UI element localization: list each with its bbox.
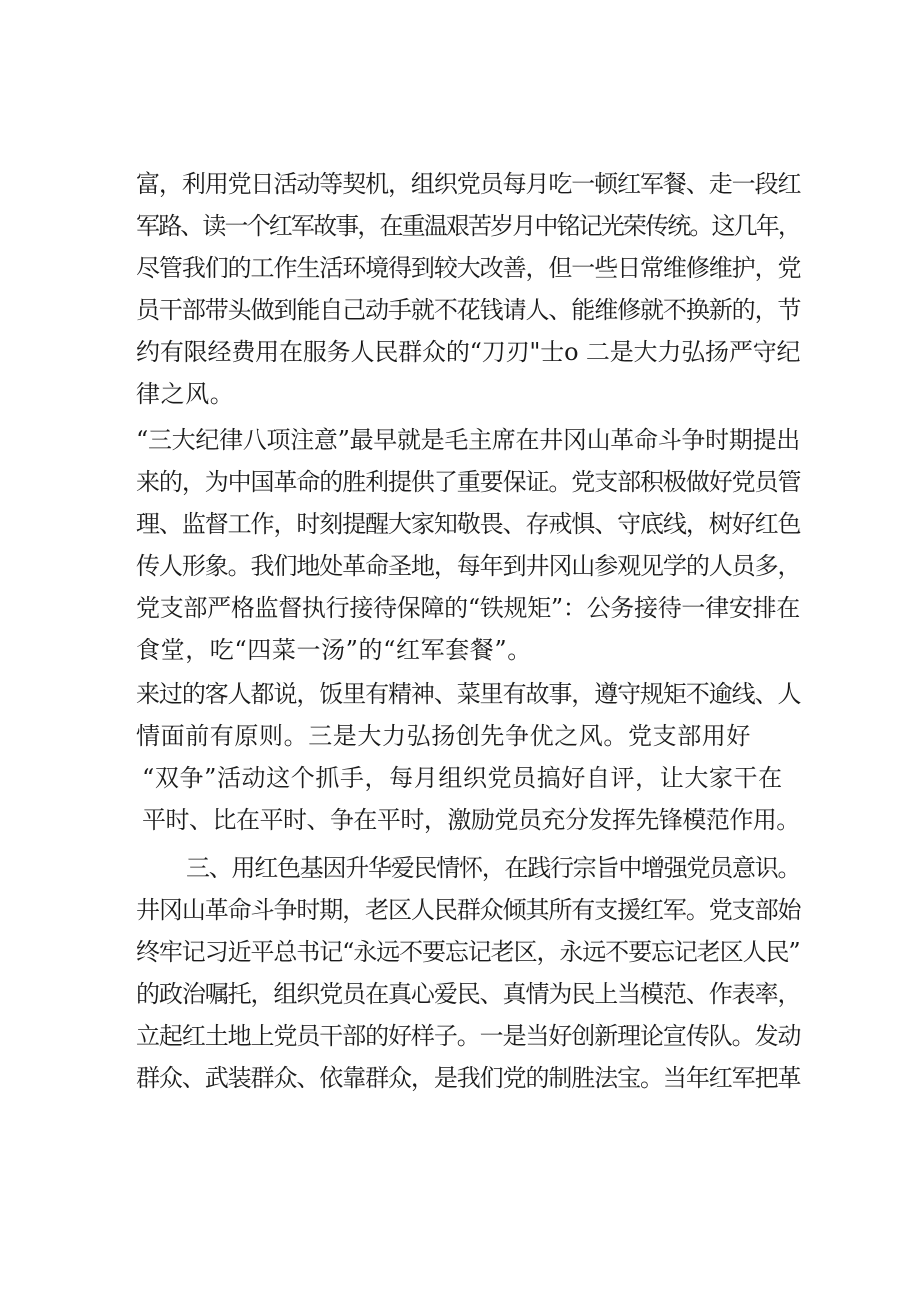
text-line: 传人形象。我们地处革命圣地，每年到井冈山参观见学的人员多， [136, 552, 801, 580]
text-line: 终牢记习近平总书记“永远不要忘记老区，永远不要忘记老区人民” [136, 938, 800, 966]
text-line: 来的，为中国革命的胜利提供了重要保证。党支部积极做好党员管 [136, 468, 801, 496]
text-line: 理、监督工作，时刻提醒大家知敬畏、存戒惧、守底线，树好红色 [136, 510, 801, 538]
text-line: 党支部严格监督执行接待保障的“铁规矩”：公务接待一律安排在 [136, 594, 800, 622]
text-line: 律之风。 [136, 380, 235, 408]
text-line: 立起红土地上党员干部的好样子。一是当好创新理论宣传队。发动 [136, 1022, 801, 1050]
text-line: 员干部带头做到能自己动手就不花钱请人、能维修就不换新的，节 [136, 296, 801, 324]
text-line: 约有限经费用在服务人民群众的“刀刃"士o 二是大力弘扬严守纪 [136, 338, 801, 366]
text-line: 富，利用党日活动等契机，组织党员每月吃一顿红军餐、走一段红 [136, 170, 801, 198]
text-line: 来过的客人都说，饭里有精神、菜里有故事，遵守规矩不逾线、人 [136, 680, 801, 708]
text-line: 的政治嘱托，组织党员在真心爱民、真情为民上当模范、作表率， [136, 980, 801, 1008]
text-line: “双争”活动这个抓手，每月组织党员搞好自评，让大家干在 [142, 764, 783, 792]
text-line: 军路、读一个红军故事，在重温艰苦岁月中铭记光荣传统。这几年， [136, 212, 800, 240]
text-line: 井冈山革命斗争时期，老区人民群众倾其所有支援红军。党支部始 [136, 896, 801, 924]
text-line: 尽管我们的工作生活环境得到较大改善，但一些日常维修维护，党 [136, 254, 801, 282]
text-line: 平时、比在平时、争在平时，激励党员充分发挥先锋模范作用。 [142, 806, 800, 834]
text-line: “三大纪律八项注意”最早就是毛主席在井冈山革命斗争时期提出 [136, 426, 800, 454]
text-line: 情面前有原则。三是大力弘扬创先争优之风。党支部用好 [136, 722, 751, 750]
section-heading: 三、用红色基因升华爱民情怀，在践行宗旨中增强党员意识。 [186, 854, 801, 882]
text-line: 群众、武装群众、依靠群众，是我们党的制胜法宝。当年红军把革 [136, 1064, 801, 1092]
text-line: 食堂，吃“四菜一汤”的“红军套餐”。 [136, 636, 532, 664]
